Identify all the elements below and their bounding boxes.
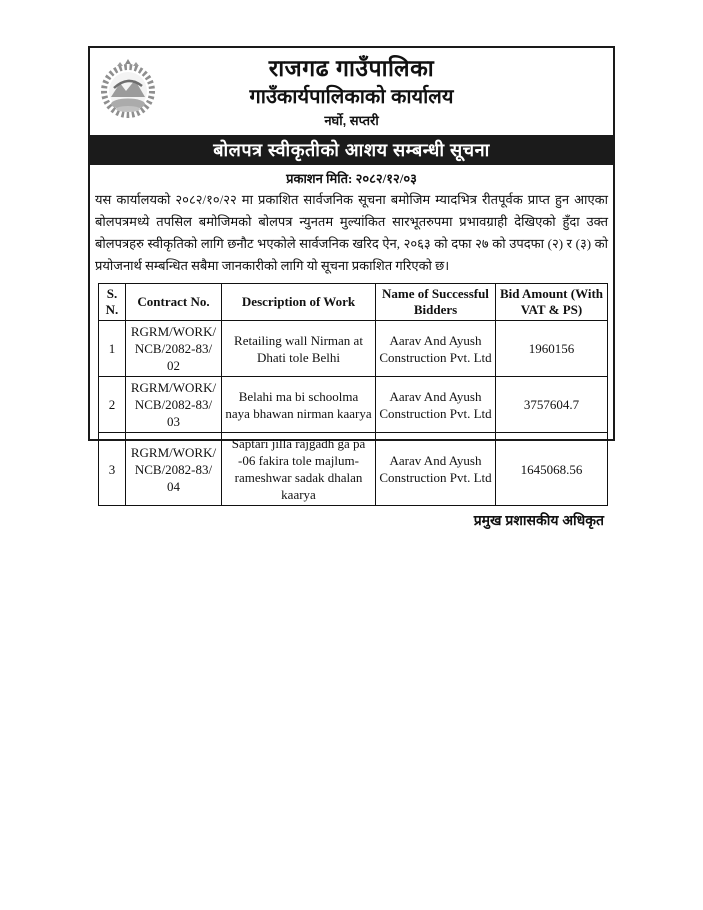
cell-contract-no: RGRM/​WORK/​NCB/​2082-83/​03 — [126, 377, 222, 433]
notice-border-frame — [88, 46, 615, 528]
cell-bidder: Aarav And Ayush Construction Pvt. Ltd — [376, 433, 496, 506]
publish-date: प्रकाशन मिति: २०८२/१२/०३ — [286, 171, 417, 186]
cell-bidder: Aarav And Ayush Construction Pvt. Ltd — [376, 377, 496, 433]
table-row — [99, 433, 608, 506]
header-contract-no: Contract No. — [126, 284, 222, 321]
signature-line: प्रमुख प्रशासकीय अधिकृत — [473, 512, 604, 528]
nepal-emblem-icon — [99, 57, 157, 123]
cell-bid-amount: 3757604.7 — [496, 377, 608, 433]
cell-sn: 3 — [99, 433, 126, 506]
cell-sn: 1 — [99, 321, 126, 377]
cell-bidder: Aarav And Ayush Construction Pvt. Ltd — [376, 321, 496, 377]
cell-description: Saptari jilla rajgadh ga pa -06 fakira tole majlum-rameshwar sadak dhalan kaarya — [222, 433, 376, 506]
org-name: राजगढ गाउँपालिका — [268, 55, 435, 81]
office-name: गाउँकार्यपालिकाको कार्यालय — [249, 86, 454, 108]
tender-award-table — [98, 283, 608, 506]
cell-contract-no: RGRM/​WORK/​NCB/​2082-83/​04 — [126, 433, 222, 506]
letterhead — [90, 48, 613, 129]
notice-body-paragraph: यस कार्यालयको २०८२/१०/२२ मा प्रकाशित सार्वजनिक सूचना बमोजिम म्यादभित्र रीतपूर्वक प्राप्त हुन आएका बोलपत्रमध्ये तपसिल बमोजिमको बोलपत्र न्युनतम मुल्यांकित सारभूतरुपमा प्रभावग्राही देखिएको हुँदा उक्त बोलपत्रहरु स्वीकृतिको लागि छनौट भएकोले सार्वजनिक खरिद ऐन, २०६३ को दफा २७ को उपदफा (२) र (३) को प्रयोजनार्थ सम्बन्धित सबैमा जानकारीको लागि यो सूचना प्रकाशित गरिएको छ। — [95, 192, 608, 273]
cell-bid-amount: 1645068.56 — [496, 433, 608, 506]
notice-title-banner: बोलपत्र स्वीकृतीको आशय सम्बन्धी सूचना — [90, 135, 613, 165]
address-line: नर्घो, सप्तरी — [324, 113, 379, 128]
header-sn: S. N. — [99, 284, 126, 321]
cell-sn: 2 — [99, 377, 126, 433]
header-description: Description of Work — [222, 284, 376, 321]
cell-description: Retailing wall Nirman at Dhati tole Belhi — [222, 321, 376, 377]
header-bidder: Name of Successful Bidders — [376, 284, 496, 321]
cell-bid-amount: 1960156 — [496, 321, 608, 377]
header-bid-amount: Bid Amount (With VAT & PS) — [496, 284, 608, 321]
table-header-row — [99, 284, 608, 321]
cell-description: Belahi ma bi schoolma naya bhawan nirman kaarya — [222, 377, 376, 433]
table-row — [99, 377, 608, 433]
cell-contract-no: RGRM/​WORK/​NCB/​2082-83/​02 — [126, 321, 222, 377]
table-row — [99, 321, 608, 377]
